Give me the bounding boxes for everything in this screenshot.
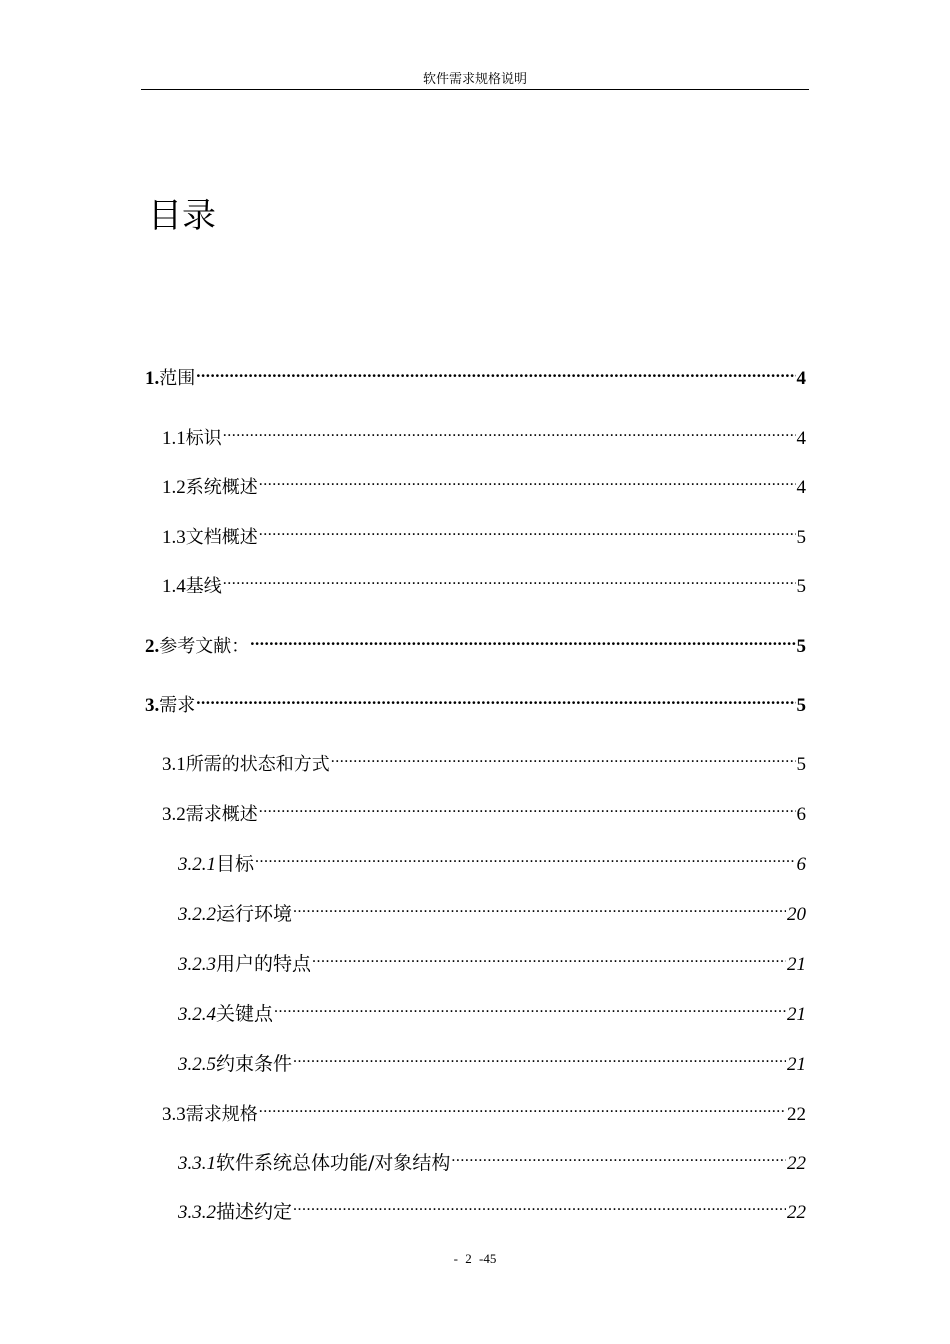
page-footer <box>0 1250 950 1268</box>
toc-entry-text: 基线 <box>185 576 222 597</box>
toc-leader-dots <box>293 890 786 920</box>
toc-entry-1-4[interactable] <box>162 562 806 597</box>
toc-entry-text: 需求 <box>159 695 196 716</box>
toc-entry-3-2[interactable] <box>162 790 806 825</box>
toc-entry-number: 3.2 <box>162 804 186 825</box>
toc-entry-page: 5 <box>796 695 806 716</box>
toc-entry-2[interactable] <box>145 622 806 657</box>
toc-entry-text: 用户的特点 <box>216 953 312 975</box>
toc-entry-text: 所需的状态和方式 <box>185 754 330 775</box>
toc-entry-3-3[interactable] <box>162 1090 806 1125</box>
toc-entry-text: 运行环境 <box>216 903 293 925</box>
toc-entry-number: 3.3 <box>162 1104 186 1125</box>
toc-entry-page: 6 <box>796 854 806 875</box>
toc-entry-number: 3.2.2 <box>178 904 216 925</box>
toc-leader-dots <box>293 1188 786 1218</box>
toc-entry-page: 5 <box>796 636 806 657</box>
toc-title: 目录 <box>148 196 216 236</box>
toc-entry-text: 文档概述 <box>185 527 258 548</box>
toc-entry-number: 3.3.2 <box>178 1202 216 1223</box>
toc-entry-page: 21 <box>787 1004 806 1025</box>
toc-entry-page: 21 <box>787 954 806 975</box>
toc-entry-page: 21 <box>787 1054 806 1075</box>
toc-entry-text: 系统概述 <box>185 477 258 498</box>
toc-entry-page: 22 <box>787 1202 806 1223</box>
toc-entry-text: 描述约定 <box>216 1201 293 1223</box>
toc-entry-page: 5 <box>796 754 806 775</box>
toc-leader-dots <box>312 940 786 970</box>
toc-leader-dots <box>196 354 795 384</box>
toc-entry-text: 目标 <box>216 853 255 875</box>
toc-leader-dots <box>259 513 796 543</box>
toc-leader-dots <box>451 1139 786 1169</box>
toc-entry-text: 约束条件 <box>216 1053 293 1075</box>
toc-entry-number: 3.2.3 <box>178 954 216 975</box>
toc-entry-1-2[interactable] <box>162 463 806 498</box>
toc-entry-3[interactable] <box>145 681 806 716</box>
toc-entry-number: 3.2.4 <box>178 1004 216 1025</box>
toc-entry-number: 1.4 <box>162 576 186 597</box>
toc-leader-dots <box>250 622 795 652</box>
toc-entry-3-2-1[interactable] <box>178 840 806 875</box>
toc-entry-text: 参考文献： <box>159 636 250 657</box>
toc-entry-number: 1.1 <box>162 428 186 449</box>
toc-entry-text: 标识 <box>185 428 222 449</box>
toc-entry-page: 4 <box>796 368 806 389</box>
toc-entry-number: 2. <box>145 636 160 657</box>
toc-entry-text: 需求概述 <box>185 804 258 825</box>
toc-entry-page: 5 <box>796 527 806 548</box>
toc-entry-number: 1.3 <box>162 527 186 548</box>
toc-leader-dots <box>293 1040 786 1070</box>
header-title: 软件需求规格说明 <box>422 71 527 86</box>
toc-entry-text: 范围 <box>159 368 196 389</box>
toc-entry-page: 4 <box>796 477 806 498</box>
toc-entry-3-3-1[interactable] <box>178 1139 806 1174</box>
toc-leader-dots <box>259 790 796 820</box>
toc-entry-3-3-2[interactable] <box>178 1188 806 1223</box>
toc-leader-dots <box>259 1090 786 1120</box>
toc-leader-dots <box>331 740 796 770</box>
toc-leader-dots <box>223 414 796 444</box>
toc-entry-number: 3.3.1 <box>178 1153 216 1174</box>
toc-entry-3-2-5[interactable] <box>178 1040 806 1075</box>
toc-leader-dots <box>259 463 796 493</box>
toc-entry-3-1[interactable] <box>162 740 806 775</box>
toc-entry-page: 22 <box>787 1153 806 1174</box>
toc-entry-number: 1. <box>145 368 160 389</box>
toc-entry-3-2-2[interactable] <box>178 890 806 925</box>
toc-entry-page: 6 <box>796 804 806 825</box>
toc-entry-1-1[interactable] <box>162 414 806 449</box>
toc-entry-3-2-4[interactable] <box>178 990 806 1025</box>
toc-entry-text: 关键点 <box>216 1003 274 1025</box>
toc-entry-page: 4 <box>796 428 806 449</box>
toc-entry-3-2-3[interactable] <box>178 940 806 975</box>
toc-entry-number: 3. <box>145 695 160 716</box>
toc-leader-dots <box>196 681 795 711</box>
toc-leader-dots <box>255 840 795 870</box>
toc-entry-1[interactable] <box>145 354 806 389</box>
toc-entry-page: 20 <box>787 904 806 925</box>
page-number: - 2 -45 <box>453 1251 497 1266</box>
toc-entry-number: 3.2.5 <box>178 1054 216 1075</box>
toc-entry-number: 3.2.1 <box>178 854 216 875</box>
toc-entry-number: 3.1 <box>162 754 186 775</box>
toc-entry-page: 22 <box>787 1104 806 1125</box>
toc-entry-number: 1.2 <box>162 477 186 498</box>
toc-entry-text: 软件系统总体功能/对象结构 <box>216 1152 451 1174</box>
toc-entry-page: 5 <box>796 576 806 597</box>
toc-entry-text: 需求规格 <box>185 1104 258 1125</box>
toc-leader-dots <box>274 990 786 1020</box>
toc-entry-1-3[interactable] <box>162 513 806 548</box>
toc-leader-dots <box>223 562 796 592</box>
